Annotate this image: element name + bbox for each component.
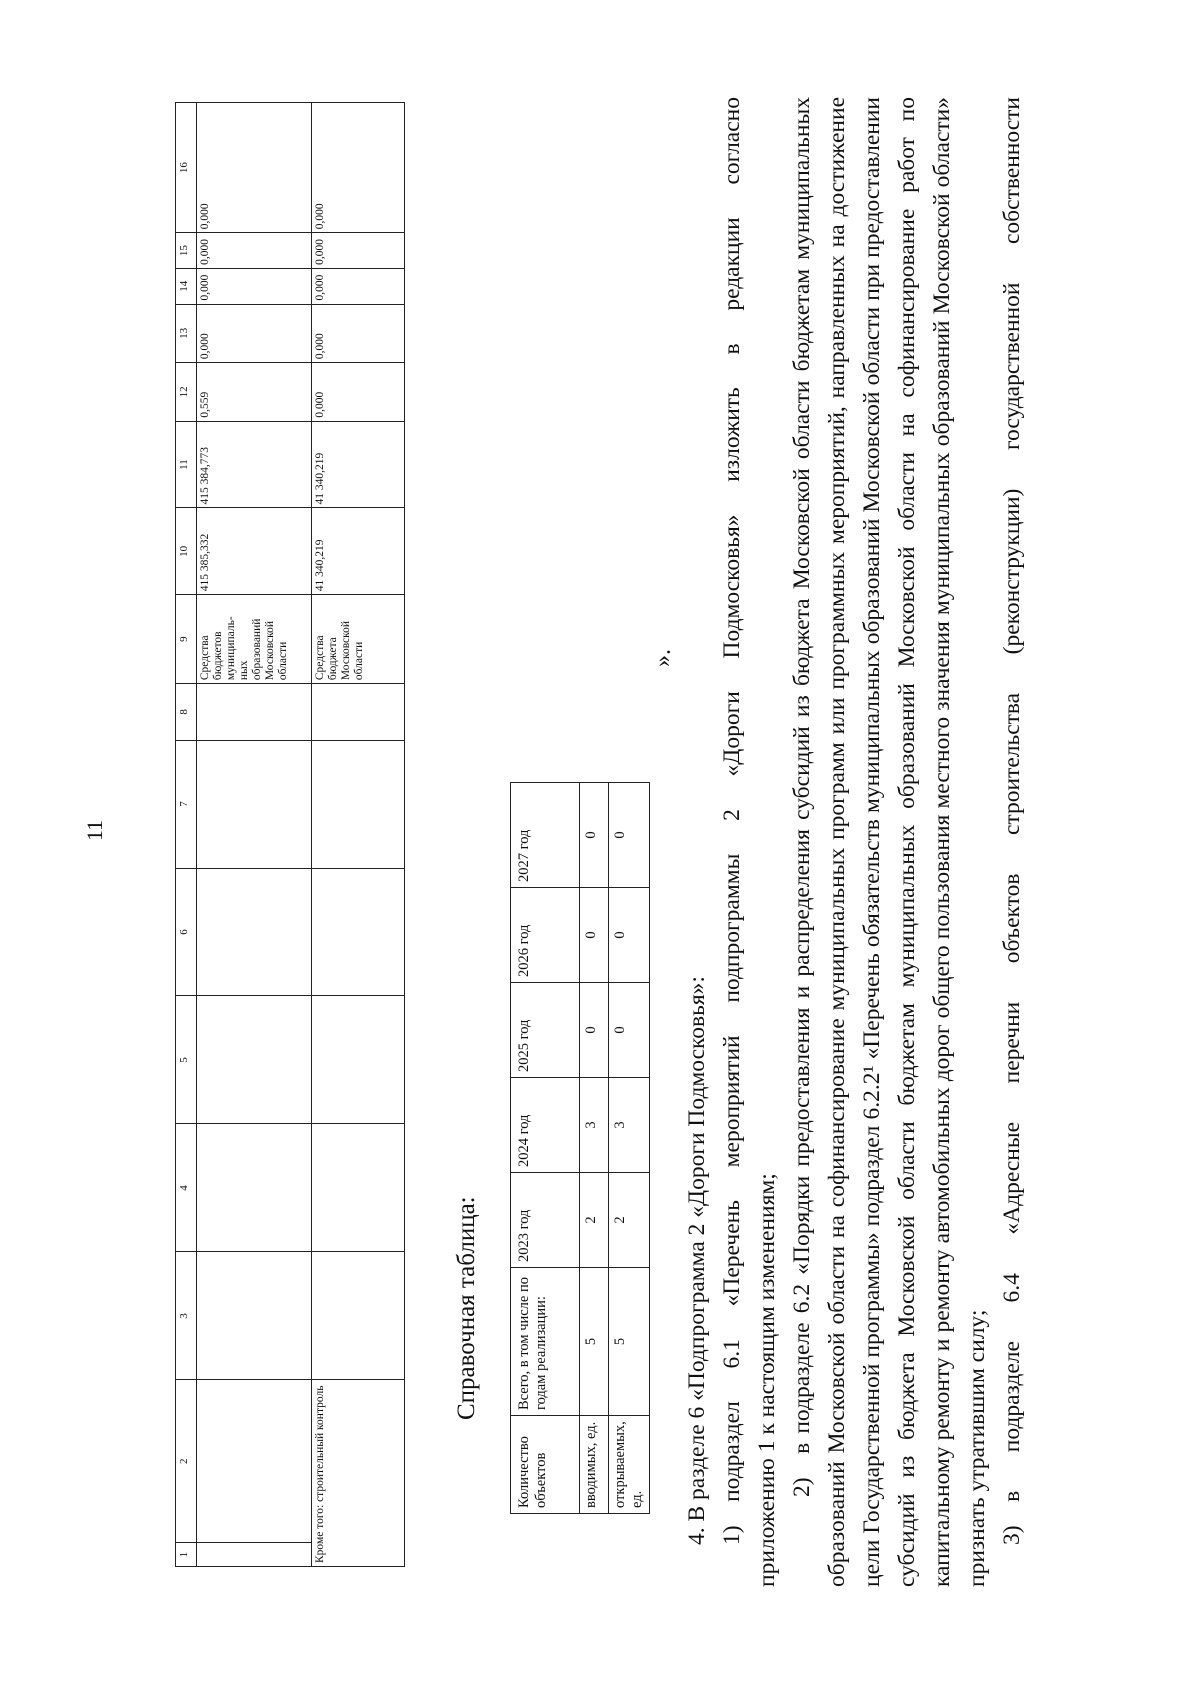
paragraph-item-2: 2) в подразделе 6.2 «Порядки предоставления и распределения субсидий из бюджета Московской области бюджетам муниципальных образований Московской области на софинансирование муниципальных программ или программных мероприятий, направленных на достижение цели Государственной программы» подраздел 6.2.2¹ «Перечень обязательств муниципальных образований Московской области при предоставлении субсидий из бюджета Московской области бюджетам муниципальных образований Московской области на софинансирование работ по капитальному ремонту и ремонту автомобильных дорог общего пользования местного значения муниципальных образований Московской области» признать утратившим силу; (789, 97, 990, 1587)
table-cell: 0,000 (197, 268, 312, 304)
table-cell: 0 (580, 783, 609, 888)
table-cell: 0 (609, 888, 650, 983)
table-cell: Средства бюджетов муниципаль-ных образований Московской области (197, 595, 312, 684)
table-row (580, 783, 609, 1514)
table-cell (197, 740, 312, 868)
table-cell (312, 996, 405, 1124)
table-cell (197, 1252, 312, 1380)
table-cell (312, 1124, 405, 1252)
col-header: 2027 год (511, 783, 580, 888)
col-header: 15 (176, 233, 197, 269)
table-cell (197, 1124, 312, 1252)
table-cell (312, 740, 405, 868)
table-cell (197, 1380, 312, 1543)
table-cell: 5 (580, 1268, 609, 1416)
table-cell: открываемых, ед. (609, 1416, 650, 1514)
paragraph-item-1-cont: приложению 1 к настоящим изменениям; (754, 1173, 780, 1587)
document-body (680, 97, 1030, 1587)
col-header: 3 (176, 1252, 197, 1380)
col-header: 4 (176, 1124, 197, 1252)
col-header: 11 (176, 421, 197, 508)
col-header: 2023 год (511, 1173, 580, 1268)
table-cell (197, 996, 312, 1124)
col-header: 9 (176, 595, 197, 684)
table-cell (312, 1252, 405, 1380)
col-header: 7 (176, 740, 197, 868)
table-cell: 41 340,219 (312, 421, 405, 508)
table-cell: 2 (609, 1173, 650, 1268)
table-cell: 0 (580, 983, 609, 1078)
table-cell: 415 384,773 (197, 421, 312, 508)
table-cell (197, 868, 312, 996)
table-cell: 41 340,219 (312, 508, 405, 595)
table-row (197, 103, 312, 1567)
table-cell: 0 (609, 783, 650, 888)
col-header: Количество объектов (511, 1416, 580, 1514)
table-cell: 0,000 (312, 304, 405, 363)
table-cell (197, 1543, 312, 1567)
col-header: 8 (176, 684, 197, 740)
col-header: 5 (176, 996, 197, 1124)
table-cell: 3 (580, 1078, 609, 1173)
table-cell: 0,559 (197, 363, 312, 422)
paragraph-section-4: 4. В разделе 6 «Подпрограмма 2 «Дороги Подмосковья»: (684, 976, 710, 1545)
table-row (609, 783, 650, 1514)
table-cell: 0,000 (312, 233, 405, 269)
col-header: 2024 год (511, 1078, 580, 1173)
table-cell: 0,000 (197, 103, 312, 233)
paragraph-item-1: 1) подраздел 6.1 «Перечень мероприятий подпрограммы 2 «Дороги Подмосковья» изложить в редакции согласно (719, 97, 745, 1545)
col-header: 2 (176, 1380, 197, 1543)
table-cell: вводимых, ед. (580, 1416, 609, 1514)
col-header: 12 (176, 363, 197, 422)
table-cell: 0,000 (312, 268, 405, 304)
col-header: Всего, в том числе по годам реализации: (511, 1268, 580, 1416)
main-table (175, 102, 405, 1567)
table-cell: 5 (609, 1268, 650, 1416)
table-cell: 0,000 (197, 304, 312, 363)
page-number: 11 (82, 819, 107, 841)
table-cell: 0 (580, 888, 609, 983)
reference-table-header-row (511, 783, 580, 1514)
table-cell: 0,000 (312, 363, 405, 422)
col-header: 13 (176, 304, 197, 363)
table-cell (312, 868, 405, 996)
closing-quote: ». (650, 649, 676, 667)
table-cell (312, 684, 405, 740)
table-cell (197, 684, 312, 740)
main-table-header-row (176, 103, 197, 1567)
table-cell: 3 (609, 1078, 650, 1173)
paragraph-item-3: 3) в подразделе 6.4 «Адресные перечни объектов строительства (реконструкции) государственной собственности (999, 97, 1025, 1545)
col-header: 16 (176, 103, 197, 233)
table-cell: 415 385,332 (197, 508, 312, 595)
col-header: 14 (176, 268, 197, 304)
table-cell: Кроме того: строительный контроль (312, 1380, 405, 1567)
table-cell: Средства бюджета Московской области (312, 595, 405, 684)
col-header: 6 (176, 868, 197, 996)
table-cell: 2 (580, 1173, 609, 1268)
table-cell: 0,000 (197, 233, 312, 269)
col-header: 10 (176, 508, 197, 595)
col-header: 1 (176, 1543, 197, 1567)
col-header: 2026 год (511, 888, 580, 983)
reference-table-title: Справочная таблица: (453, 1196, 480, 1420)
col-header: 2025 год (511, 983, 580, 1078)
reference-table (510, 782, 650, 1514)
table-cell: 0 (609, 983, 650, 1078)
table-row (312, 103, 405, 1567)
table-cell: 0,000 (312, 103, 405, 233)
